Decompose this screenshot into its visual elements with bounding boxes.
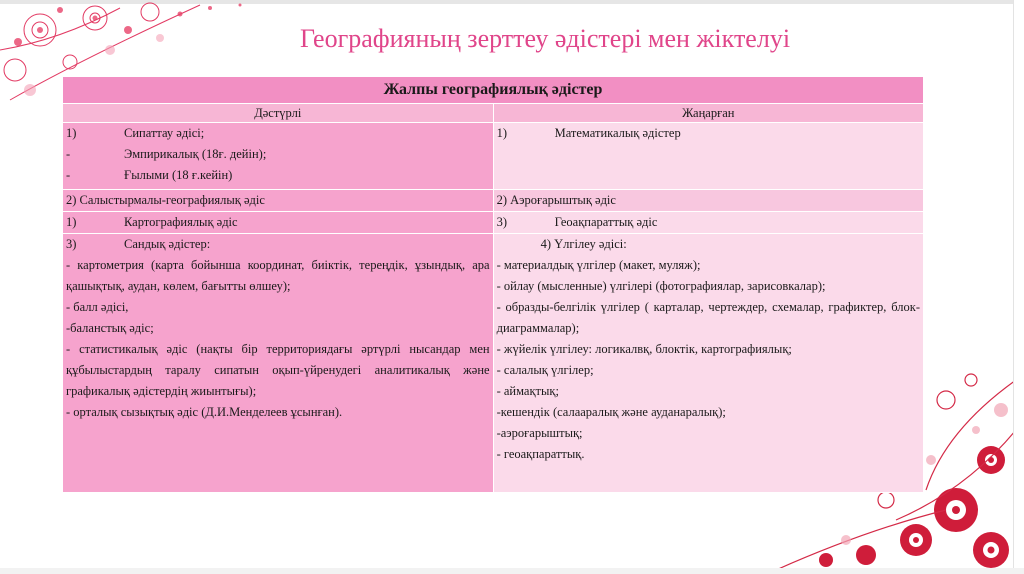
list-item: - образды-белгілік үлгілер ( карталар, чертеждер, схемалар, графиктер, блок-диаграммалар);: [496, 300, 920, 335]
table-header-row: [63, 77, 924, 104]
cell-cartographic-method: 1) Картографиялық әдіс: [63, 212, 494, 234]
list-item: - Ғылыми (18 ғ.кейін): [66, 168, 233, 182]
page-title: Географияның зерттеу әдістері мен жіктелуі: [300, 24, 791, 53]
list-item: - салалық үлгілер;: [496, 363, 594, 377]
table-header: Жалпы географиялық әдістер: [63, 77, 924, 104]
list-item: - орталық сызықтық әдіс (Д.И.Менделеев ұсынған).: [66, 405, 343, 419]
list-item: -аэроғарыштық;: [496, 426, 583, 440]
table-row: [63, 234, 924, 493]
list-item: - статистикалық әдіс (нақты бір территориядағы әртүрлі нысандар мен құбылыстардың таралу сипатын оқып-үйренудегі аналитикалық және графикалық әдістердің жиынтығы);: [66, 342, 490, 398]
list-item: - ойлау (мысленные) үлгілері (фотографиялар, зарисовкалар);: [496, 279, 826, 293]
list-item: -баланстық әдіс;: [66, 321, 154, 335]
frame-bottom: [0, 568, 1024, 574]
list-item: - геоақпараттық.: [496, 447, 585, 461]
frame-right: [1013, 0, 1024, 574]
cell-mathematical-methods: [493, 123, 923, 190]
cell-description-methods: [63, 123, 494, 190]
cell-comparative-method: 2) Салыстырмалы-географиялық әдіс: [63, 190, 494, 212]
cell-aerospace-method: 2) Аэроғарыштық әдіс: [493, 190, 923, 212]
list-item: - материалдық үлгілер (макет, муляж);: [496, 258, 701, 272]
list-item: - жүйелік үлгілеу: логикалвқ, блоктік, картографиялық;: [496, 342, 792, 356]
list-item: 1) Математикалық әдістер: [496, 126, 681, 140]
list-item: - Эмпирикалық (18ғ. дейін);: [66, 147, 267, 161]
cell-modeling-methods: 4) Үлгілеу әдісі: - материалдық үлгілер (макет, муляж); - ойлау (мысленные) үлгілері (фотографиялар, зарисовкалар); - образды-белгілік үлгілер ( карталар, чертеждер, схемалар, графиктер, блок-диаграммалар); - жүйелік үлгілеу: логикалвқ, блоктік, картографиялық; - салалық үлгілер; - аймақтық; -кешендік (салааралық және ауданаралық); -аэроғарыштық; - геоақпараттық.: [493, 234, 923, 493]
table-subheader-row: [63, 104, 924, 123]
col-header-traditional: Дәстүрлі: [63, 104, 494, 123]
list-item: 1) Сипаттау әдісі;: [66, 126, 205, 140]
col-header-modern: Жаңарған: [493, 104, 923, 123]
table-row: [63, 123, 924, 190]
methods-table: [62, 76, 924, 493]
list-item: -кешендік (салааралық және ауданаралық);: [496, 405, 726, 419]
table-row: [63, 212, 924, 234]
cell-geoinformation-method: 3) Геоақпараттық әдіс: [493, 212, 923, 234]
cell-quantitative-methods: 3) Сандық әдістер: - картометрия (карта бойынша координат, биіктік, тереңдік, ұзындық, ара қашықтық, аудан, көлем, бағытты өлшеу); - балл әдісі, -баланстық әдіс; - статистикалық әдіс (нақты бір территориядағы әртүрлі нысандар мен құбылыстардың таралу сипатын оқып-үйренудегі аналитикалық және графикалық әдістердің жиынтығы); - орталық сызықтық әдіс (Д.И.Менделеев ұсынған).: [63, 234, 494, 493]
list-item: - аймақтық;: [496, 384, 559, 398]
list-item: - картометрия (карта бойынша координат, биіктік, тереңдік, ұзындық, ара қашықтық, аудан, көлем, бағытты өлшеу);: [66, 258, 490, 293]
list-item: - балл әдісі,: [66, 300, 129, 314]
table-row: [63, 190, 924, 212]
